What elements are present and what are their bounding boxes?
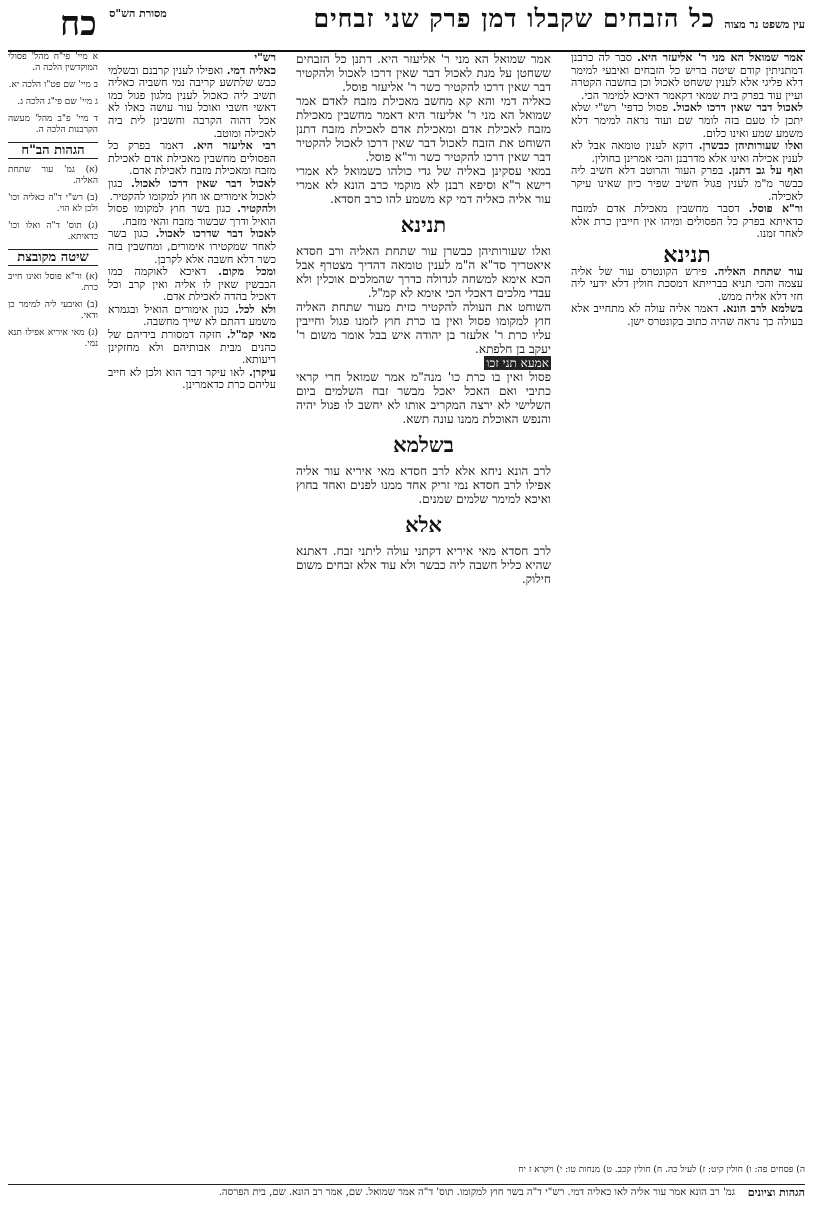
gemara-paragraph: כאליה דמי והא קא מחשב מאכילת מזבח לאדם אמר שמואל הא מני ר' אליעזר היא דאמר מחשבין מאכילת מזבח לאכילת אדם ומאכילת אדם לאכילת מזבח דתנן השוחט את הזבח לאכול דבר שאין דרכו לאכול להקטיר דבר שאין דרכו להקטיר כשר ור"א פוסל. — [296, 94, 551, 164]
dibbur-hamatchil: מאי קמ"ל. — [226, 328, 276, 342]
dibbur-hamatchil: ואלו שעורותיהן כבשרן. — [698, 139, 803, 153]
tosafot-paragraph — [571, 165, 803, 203]
rashi-paragraph — [108, 203, 276, 228]
gemara-paragraph: לרב חסדא מאי איריא דקתני עולה ליתני זבח. דאתנא שהיא כליל חשבה ליה כבשר ולא עוד אלא זבחים משום חילוק. — [296, 544, 551, 586]
dibbur-hamatchil: רבי אליעזר היא. — [193, 139, 276, 153]
rashi-paragraph — [108, 304, 276, 329]
commentary-text: דאמר בפרק כל הפסולים מחשבין מאכילת אדם לאכילת מזבח ומאכילת מזבח לאכילת אדם. — [108, 139, 276, 178]
tosafot-paragraph — [571, 266, 803, 304]
commentary-text: לאו עיקר דבר הוא ולכן לא חייב עליהם כרת כדאמרינן. — [108, 365, 276, 392]
dibbur-hamatchil: ומכל מקום. — [218, 265, 276, 279]
rashi-paragraph — [108, 140, 276, 178]
hagahot-box-title: הגהות הב"ח — [8, 142, 98, 159]
gemara-section-heading: תנינא — [400, 212, 447, 237]
header-margin-label-left: מסורת הש"ס — [109, 7, 167, 20]
dibbur-hamatchil: ואף על גב דתנן. — [728, 164, 803, 178]
commentary-text: פסול כדפי' רש"י שלא יתכן לו טעם בזה לומר שם ועוד נראה למימר דלא משמע שמע ואינו כלום. — [571, 101, 803, 140]
dibbur-hamatchil: עור שתחת האליה. — [714, 264, 803, 278]
margin-note: (ג) תוס' ד"ה ואלו וכו' כדאיתא. — [8, 221, 98, 242]
daf-number: כח — [60, 4, 97, 44]
gemara-paragraph: במאי עסקינן באליה של גדי כולהו כשמואל לא אמרי רישא ר"א וסיפא רבנן לא מוקמי כרב הונא לא אמרי עור אליה כאליה דמי קא משמע להו כרב חסדא. — [296, 164, 551, 206]
gemara-highlight: אמעא תני זכו — [486, 356, 549, 370]
commentary-text: כגון לאכול אימורים או חוץ למקומו להקטיר. — [108, 176, 276, 203]
margin-note: (ב) ואיבעי ליה למימר כן ודאי. — [8, 300, 98, 321]
dibbur-hamatchil: ור"א פוסל. — [748, 202, 803, 216]
page-footer — [8, 1184, 805, 1210]
margin-note: א מיי' פי"ח מהל' פסולי המוקדשין הלכה ה. — [8, 52, 98, 73]
rashi-paragraph — [108, 367, 276, 392]
page-title: כל הזבחים שקבלו דמן פרק שני זבחים — [313, 4, 715, 33]
commentary-text: חזקה דמסורת בידיהם של כהנים מבית אבותיהם ולא מחזקינן ריעותא. — [108, 328, 276, 367]
commentary-text: דוקא לענין טומאה אבל לא לענין אכילה ואינו אלא מדרבנן והכי אמרינן בחולין. — [571, 139, 803, 165]
tosafot-paragraph — [571, 52, 803, 102]
commentary-text: סבר לה כרבנן דמתניתין קודם שיטה בריש כל הזבחים ואיבעי למימר דלא פליגי אלא לענין ששחט לאכול וכן בחשבה הקטרה ועיין עוד בפרק בית שמאי דקאמר דאיכא למימר הכי. — [571, 52, 803, 102]
gemara-paragraph: השוחט את העולה להקטיר כזית מעור שתחת האליה חוץ למקומו פסול ואין בו כרת חוץ לזמנו פגול וחייבין עליו כרת ר' אלעזר בן יהודה איש בבל אומר משום ר' יעקב בן חלפתא. — [296, 300, 551, 356]
tosafot-column — [571, 52, 803, 1160]
rashi-paragraph — [108, 228, 276, 266]
gemara-section-heading: אלא — [405, 512, 442, 537]
commentary-text: דאמר אליה עולה לא מתחייב אלא בעולה כך נראה שהיה כתוב בקונטרס ישן. — [571, 302, 803, 328]
commentary-text: כגון אימורים הואיל ובגמרא משמע דהתם לא שייך מחשבה. — [108, 302, 276, 329]
dibbur-hamatchil: לאכול דבר שאין דרכו לאכול. — [130, 176, 276, 190]
commentary-text: פירש הקונטרס עור של אליה עצמה והכי תניא בברייתא דמסכת חולין דלא ידעי ליה חזי דלא אליה ממש. — [571, 264, 803, 303]
dibbur-hamatchil: לאכול דבר שדרכו לאכול. — [155, 227, 276, 241]
commentary-text: כגון בשר לאחר שמקטירו אימורים, ומחשבין בזה כשר דלא חשבה אלא לקרבן. — [108, 227, 276, 266]
bottom-notes: ה) פסחים פה: ו) חולין קיט: ז) לעיל כה. ח) חולין קכב. ט) מנחות טו: י) ויקרא ז יח — [518, 1165, 805, 1175]
margin-column — [8, 52, 98, 1160]
rashi-paragraph — [108, 178, 276, 203]
margin-note: (ג) מאי איריא אפילו תנא נמי. — [8, 328, 98, 349]
gemara-paragraph: ואלו שעורותיהן כבשרן עור שתחת האליה ורב חסדא איאטריך סד"א ה"מ לענין טומאה דהדיך מצטרף אבל הכא אימא למשחה לגדולה כדרך שהמלכים אוכלין ולא עבדי מלכים דאכלי הכי אימא לא קמ"ל. — [296, 244, 551, 300]
tosafot-paragraph — [571, 203, 803, 241]
commentary-text: כגון בשר חוץ למקומו פסול הואיל ודרך שבשור מזבח והאי מזבח. — [108, 202, 276, 228]
rashi-paragraph — [108, 329, 276, 367]
footer-text: גמ' רב הונא אמר עור אליה לאו כאליה דמי. רש"י ד"ה בשר חוץ למקומו. תוס' ד"ה אמר שמואל. שם, אמר רב הונא. שם, בית הפרסה. — [218, 1187, 735, 1198]
commentary-text: דסבר מחשבין מאכילת אדם למזבח כדאיתא בפרק כל הפסולים ומיהו אין חייבין כרת אלא לאחר זמנו. — [571, 202, 803, 241]
rashi-title: רש"י — [254, 52, 276, 64]
tosafot-section-heading: תנינא — [663, 241, 711, 268]
gemara-paragraph: פסול ואין בו כרת כו' מנה"מ אמר שמואל חרי קראי כתיבי ואם האכל יאכל מבשר זבח השלמים ביום השלישי לא ירצה המקריב אותו לא יחשב לו פגול יהיה והנפש האוכלת ממנו עונה תשא. — [296, 370, 551, 426]
gemara-paragraph: לרב הונא ניחא אלא לרב חסדא מאי איריא עור אליה אפילו לרב חסדא נמי זריק אחד ממנו לפנים ואחד בחוץ ואיכא למימר שלמים שמנים. — [296, 464, 551, 506]
margin-note: ב מיי' שם פט"ו הלכה יא. — [8, 80, 98, 90]
margin-note: (א) גמ' עור שתחת האליה. — [8, 165, 98, 186]
margin-note: (א) ור"א פוסל ואינו חייב כרת. — [8, 272, 98, 293]
dibbur-hamatchil: עיקרן. — [248, 365, 276, 379]
gemara-column — [296, 52, 551, 1060]
rashi-column — [108, 52, 276, 1160]
commentary-text: ואפילו לענין קרבנם ובשלמי כבש שלתשע קריבה נמי חשביה כאליה תשיב ליה כאכול לענין מלגון פגול כמו דאשי חשבי ואוכל עור עושה כאלו לא אכל דהוה הקרבה וחשבינן לית ביה לאכילה ומוטב. — [108, 63, 276, 140]
margin-note: (ב) רש"י ד"ה כאליה וכו' ולכן לא הוי. — [8, 193, 98, 214]
tosafot-paragraph — [571, 102, 803, 140]
margin-note: ג מיי' שם פי"ג הלכה ג. — [17, 97, 98, 107]
rashi-paragraph — [108, 65, 276, 141]
commentary-text: דאיכא לאוקמה כמו הכבשין שאין לו אליה ואין קרב וכל דאכיל בהדה לאכילת אדם. — [108, 265, 276, 304]
dibbur-hamatchil: כאליה דמי. — [226, 63, 276, 77]
shita-box-title: שיטה מקובצת — [8, 249, 98, 266]
dibbur-hamatchil: ולא לכל. — [235, 302, 276, 316]
margin-note: ד מיי' פ"ב מהל' מעשה הקרבנות הלכה ה. — [8, 114, 98, 135]
rashi-paragraph — [108, 266, 276, 304]
gemara-section-heading: בשלמא — [393, 432, 454, 457]
dibbur-hamatchil: בשלמא לרב הונא. — [722, 302, 803, 316]
gemara-paragraph: אמר שמואל הא מני ר' אליעזר היא. דתנן כל הזבחים ששחטן על מנת לאכול דבר שאין דרכו לאכול ולהקטיר דבר שאין דרכו להקטיר כשר ר' אליעזר פוסל. — [296, 52, 551, 94]
tosafot-paragraph — [571, 140, 803, 165]
footer-title: הגהות וציונים — [747, 1186, 805, 1199]
page-header — [0, 4, 813, 48]
dibbur-hamatchil: אמר שמואל הא מני ר' אליעזר היא. — [637, 52, 803, 64]
tosafot-paragraph — [571, 303, 803, 328]
dibbur-hamatchil: ולהקטיר. — [237, 202, 276, 216]
commentary-text: בפרק העור והרוטב דלא חשיב ליה כבשר מ"מ לענין פגול חשיב שפיר כיון שאינו עיקר לאכילה. — [571, 164, 803, 203]
header-margin-label-right: עין משפט נר מצוה — [724, 18, 805, 31]
dibbur-hamatchil: לאכול דבר שאין דרכו לאכול. — [672, 101, 803, 115]
gemara-paragraph — [296, 356, 551, 370]
